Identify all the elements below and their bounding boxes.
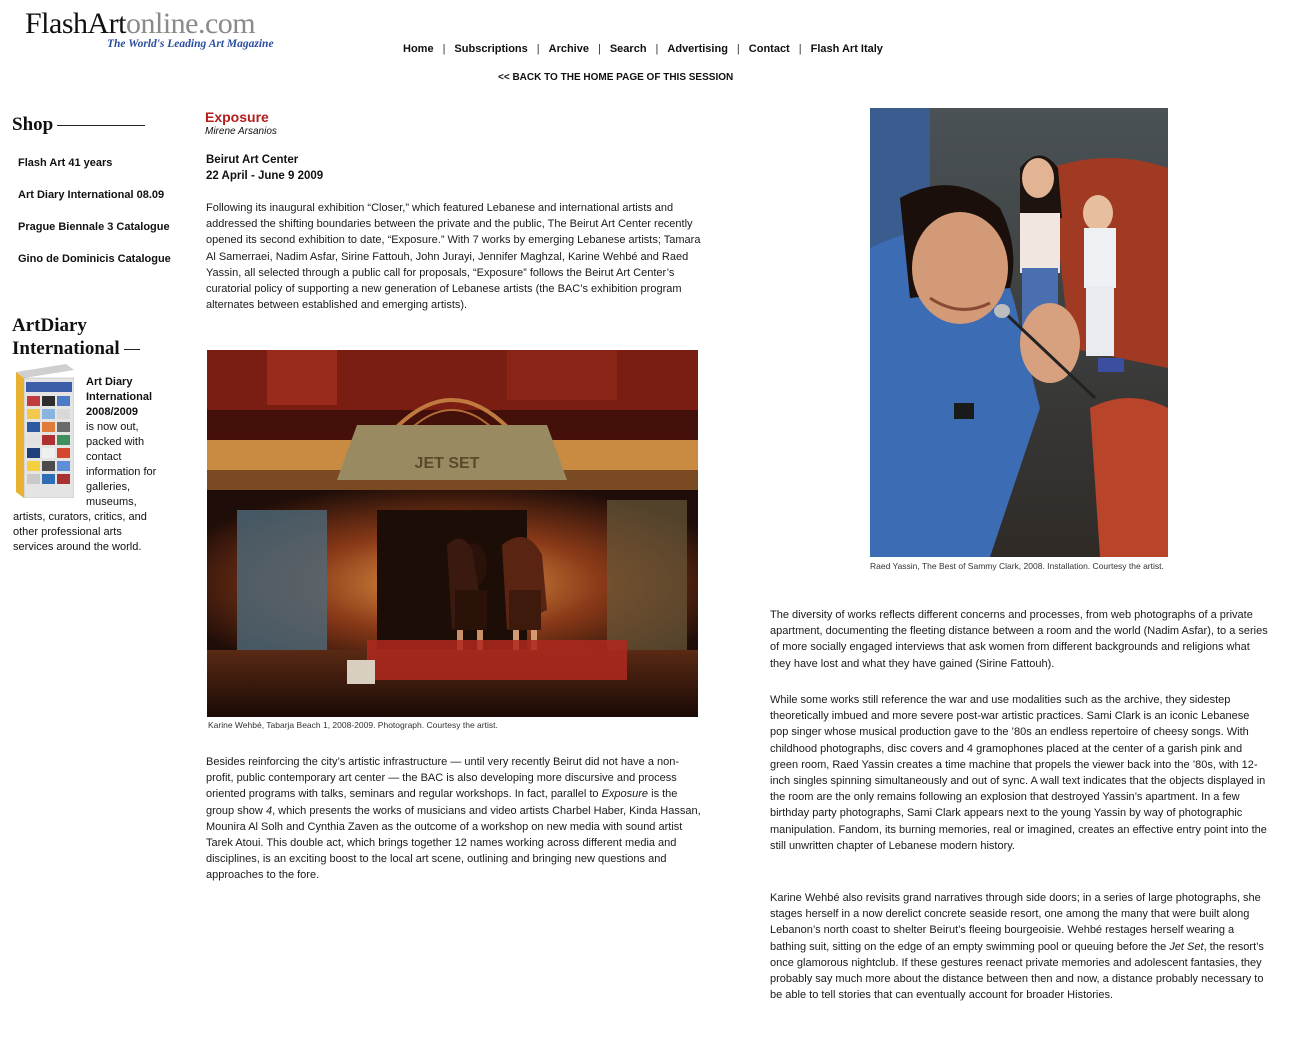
artdiary-heading-line2: International (12, 337, 140, 360)
photo-tabarja-beach (207, 350, 698, 717)
ad-text-line: is now out, (86, 421, 139, 433)
article-paragraph-3: The diversity of works reflects different concerns and processes, from web photographs of a private apartment, documenting the fleeting distance between a room and the world (Nadim Asfar), to a series of more socially engaged interviews that ask women from different backgrounds and religions what they have lost and what they have gained (Sirine Fattouh). (770, 609, 1268, 670)
nav-separator: | (597, 43, 601, 55)
nav-separator: | (798, 43, 802, 55)
nav-advertising[interactable]: Advertising (667, 43, 728, 55)
ad-text-line: packed with (86, 436, 145, 448)
ad-title-line: International (86, 391, 153, 403)
nav-contact[interactable]: Contact (748, 43, 790, 55)
ad-text-line: services around the world. (13, 541, 142, 553)
logo-wordmark: FlashArtonline.com (25, 7, 256, 40)
shop-heading: Shop (12, 114, 145, 136)
logo-tagline: The World's Leading Art Magazine (107, 38, 274, 50)
venue-name: Beirut Art Center (206, 154, 299, 166)
site-logo[interactable] (25, 7, 274, 58)
artdiary-ad-text (13, 375, 175, 555)
article-paragraph-2: Besides reinforcing the city’s artistic infrastructure — until very recently Beirut did not have a non-profit, public contemporary art center — the BAC is also developing more discursive and process oriented programs with talks, seminars and regular workshops. In fact, parallel to Exposure is the group show 4, which presents the works of musicians and video artists Charbel Haber, Kinda Hassan, Mounira Al Solh and Cynthia Zaven as the outcome of a workshop on new media with sound artist Tarek Atoui. This double act, which brings together 12 names working across different media and disciplines, is an exciting boost to the local art scene, outlining and bringing new questions and approaches to the fore. (206, 756, 701, 882)
back-to-home-link[interactable]: << BACK TO THE HOME PAGE OF THIS SESSION (498, 72, 734, 83)
article-paragraph-4: While some works still reference the war and use modalities such as the archive, they sidestep theoretically imbued and more severe post-war artistic practices. Sami Clark is an iconic Lebanese pop singer whose musical production gave to the ’80s an endless repertoire of cheesy songs. With childhood photographs, disc covers and 4 gramophones placed at the center of a garish pink and green room, Raed Yassin creates a time machine that propels the viewer back into the ’80s, with 12-inch singles spinning simultaneously and out of sync. A wall text indicates that the objects displayed in the room are the only remains following an explosion that destroyed Yassin’s apartment. In a few birthday party photographs, Sami Clark appears next to the young Yassin by way of photographic manipulation. Fandom, its burning memories, real or imagined, creates an effective entry point into the still unwritten chapter of Lebanese modern history. (770, 694, 1267, 852)
nav-home[interactable]: Home (403, 43, 434, 55)
photo-caption-2: Raed Yassin, The Best of Sammy Clark, 2008. Installation. Courtesy the artist. (870, 561, 1164, 571)
shop-item-art-diary[interactable]: Art Diary International 08.09 (18, 189, 165, 201)
nav-separator: | (536, 43, 540, 55)
nav-separator: | (736, 43, 740, 55)
ad-text-line: contact (86, 451, 122, 463)
section-title: Exposure (205, 109, 269, 125)
ad-text-line: other professional arts (13, 526, 122, 538)
nav-subscriptions[interactable]: Subscriptions (454, 43, 528, 55)
heading-rule (57, 125, 145, 126)
nav-flash-art-italy[interactable]: Flash Art Italy (810, 43, 883, 55)
shop-list (18, 156, 171, 284)
ad-text-line: museums, (86, 496, 137, 508)
top-nav (403, 43, 883, 55)
exhibition-dates: 22 April - June 9 2009 (206, 170, 324, 182)
article-paragraph-1: Following its inaugural exhibition “Closer,” which featured Lebanese and international artists and addressed the shifting boundaries between the private and the public, The Beirut Art Center recently opened its second exhibition to date, “Exposure.” With 7 works by emerging Lebanese artists; Tamara Al Samerraei, Nadim Asfar, Sirine Fattouh, John Jurayi, Jennifer Maghzal, Karine Wehbé and Raed Yassin, all selected through a public call for proposals, “Exposure” follows the Beirut Art Center’s curatorial policy of supporting a new generation of Lebanese artists (the BAC’s exhibition program alternates between established and emerging artists). (206, 202, 701, 312)
artdiary-heading[interactable] (12, 314, 140, 360)
article-venue (206, 152, 323, 184)
nav-search[interactable]: Search (609, 43, 647, 55)
shop-item-flash-art-41-years[interactable]: Flash Art 41 years (18, 157, 113, 169)
heading-rule (124, 349, 140, 350)
article-paragraph-5: Karine Wehbé also revisits grand narratives through side doors; in a series of large photographs, she stages herself in a now derelict concrete seaside resort, one among the many that were built along Lebanon’s north coast to shelter Beirut’s fleeing bourgeoisie. Wehbé restages herself wearing a bathing suit, sitting on the edge of an empty swimming pool or queuing before the Jet Set, the resort’s once glamorous nightclub. If these gestures reenact private memories and adolescent fantasies, they probably say much more about the distance between then and now, a distance probably necessary to be able to tell stories that can eventually account for broader Histories. (770, 892, 1264, 1002)
photo-caption-1: Karine Wehbé, Tabarja Beach 1, 2008-2009. Photograph. Courtesy the artist. (208, 720, 498, 730)
ad-text-line: galleries, (86, 481, 131, 493)
nav-archive[interactable]: Archive (548, 43, 589, 55)
article-author: Mirene Arsanios (205, 126, 277, 137)
artdiary-heading-line1: ArtDiary (12, 315, 87, 336)
photo-sammy-clark (870, 108, 1168, 557)
ad-text-line: artists, curators, critics, and (13, 511, 147, 523)
jet-set-sign: JET SET (414, 455, 480, 472)
ad-title-line: 2008/2009 (86, 406, 138, 418)
shop-item-prague-biennale[interactable]: Prague Biennale 3 Catalogue (18, 221, 170, 233)
nav-separator: | (655, 43, 659, 55)
nav-separator: | (442, 43, 446, 55)
ad-title-line: Art Diary (86, 376, 133, 388)
shop-item-gino-de-dominicis[interactable]: Gino de Dominicis Catalogue (18, 253, 171, 265)
ad-text-line: information for (86, 466, 157, 478)
